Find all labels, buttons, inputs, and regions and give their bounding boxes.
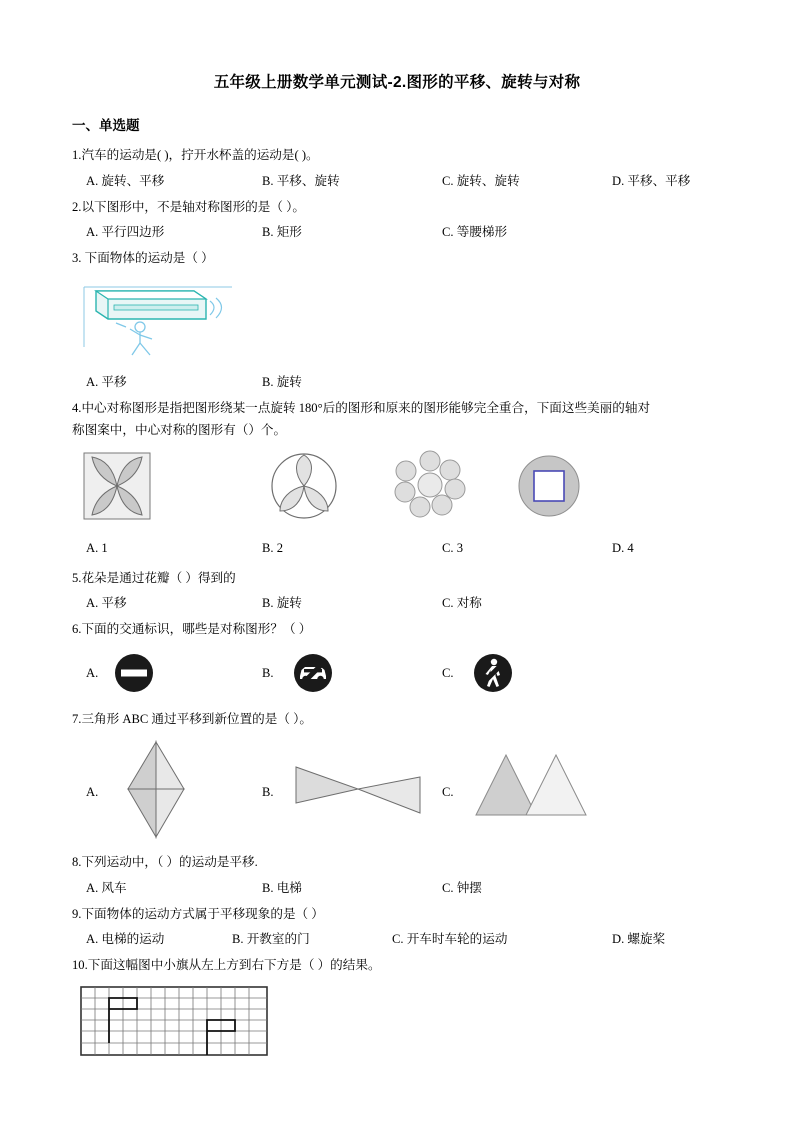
option-c-label[interactable]: C.	[442, 785, 454, 800]
option-b[interactable]: B. 2	[262, 540, 283, 555]
sign-no-cars-icon	[288, 648, 338, 698]
question-8-options	[72, 877, 722, 897]
option-c[interactable]: C. 开车时车轮的运动	[392, 932, 508, 947]
pattern-three-leaves-circle	[268, 449, 340, 523]
document-content	[72, 70, 722, 1072]
question-5-options	[72, 592, 722, 612]
question-4-options	[72, 541, 722, 561]
option-b[interactable]: B. 平移、旋转	[262, 173, 340, 188]
option-a-label[interactable]: A.	[86, 665, 99, 680]
figure-reflected-triangles	[116, 737, 196, 842]
question-7-stem: 7.三角形 ABC 通过平移到新位置的是（ ）。	[72, 711, 312, 726]
question-4-stem-line1: 4.中心对称图形是指把图形绕某一点旋转 180°后的图形和原来的图形能够完全重合，下面这些美丽的轴对	[72, 400, 651, 415]
pattern-flower-circles	[392, 449, 468, 523]
option-d[interactable]: D. 螺旋桨	[612, 932, 666, 947]
option-a[interactable]: A. 平行四边形	[86, 225, 165, 240]
question-6-stem: 6.下面的交通标识，哪些是对称图形？（ ）	[72, 622, 312, 637]
question-9-stem: 9.下面物体的运动方式属于平移现象的是（ ）	[72, 906, 324, 921]
question-2-stem: 2.以下图形中，不是轴对称图形的是（ ）。	[72, 199, 305, 214]
option-c[interactable]: C. 3	[442, 540, 463, 555]
question-10-stem: 10.下面这幅图中小旗从左上方到右下方是（ ）的结果。	[72, 958, 381, 973]
option-b-label[interactable]: B.	[262, 785, 274, 800]
question-8-stem: 8.下列运动中，（ ）的运动是平移.	[72, 855, 258, 870]
question-3-options	[72, 371, 722, 391]
option-d[interactable]: D. 4	[612, 540, 634, 555]
option-b[interactable]: B. 旋转	[262, 596, 302, 611]
question-2-options	[72, 221, 722, 241]
option-b[interactable]: B. 电梯	[262, 880, 302, 895]
pattern-square-in-circle	[512, 449, 586, 523]
option-a[interactable]: A. 平移	[86, 596, 127, 611]
pattern-petals-square	[80, 449, 154, 523]
question-4-figure	[72, 449, 722, 535]
option-c[interactable]: C. 等腰梯形	[442, 225, 508, 240]
question-4-stem-line2: 称图案中，中心对称的图形有（）个。	[72, 423, 287, 438]
page-title: 五年级上册数学单元测试-2.图形的平移、旋转与对称	[213, 74, 581, 91]
option-c[interactable]: C. 对称	[442, 596, 482, 611]
option-a-label[interactable]: A.	[86, 785, 99, 800]
sign-no-pedestrians-icon	[468, 648, 518, 698]
option-b-label[interactable]: B.	[262, 665, 274, 680]
option-c-label[interactable]: C.	[442, 665, 454, 680]
figure-translated-triangles	[468, 749, 608, 829]
question-3-stem: 3. 下面物体的运动是（ ）	[72, 251, 214, 266]
figure-rotated-triangles	[288, 759, 428, 823]
option-b[interactable]: B. 旋转	[262, 374, 302, 389]
option-b[interactable]: B. 矩形	[262, 225, 302, 240]
question-7-figure	[72, 737, 722, 847]
question-3-figure	[72, 277, 722, 365]
option-a[interactable]: A. 风车	[86, 880, 127, 895]
option-c[interactable]: C. 钟摆	[442, 880, 482, 895]
flag-translation-grid	[80, 986, 270, 1058]
option-b[interactable]: B. 开教室的门	[232, 932, 310, 947]
option-a[interactable]: A. 平移	[86, 374, 127, 389]
question-9-options	[72, 928, 722, 948]
sign-no-entry-icon	[110, 648, 158, 698]
option-c[interactable]: C. 旋转、旋转	[442, 173, 520, 188]
option-a[interactable]: A. 旋转、平移	[86, 173, 165, 188]
question-1-stem: 1.汽车的运动是( )，拧开水杯盖的运动是( )。	[72, 148, 319, 162]
option-d[interactable]: D. 平移、平移	[612, 173, 691, 188]
question-10-figure	[72, 984, 722, 1066]
question-6-figure	[72, 648, 722, 704]
question-5-stem: 5.花朵是通过花瓣（ ）得到的	[72, 570, 236, 585]
section-heading: 一、单选题	[72, 118, 140, 133]
option-a[interactable]: A. 1	[86, 540, 108, 555]
option-a[interactable]: A. 电梯的运动	[86, 932, 165, 947]
question-1-options	[72, 170, 722, 190]
